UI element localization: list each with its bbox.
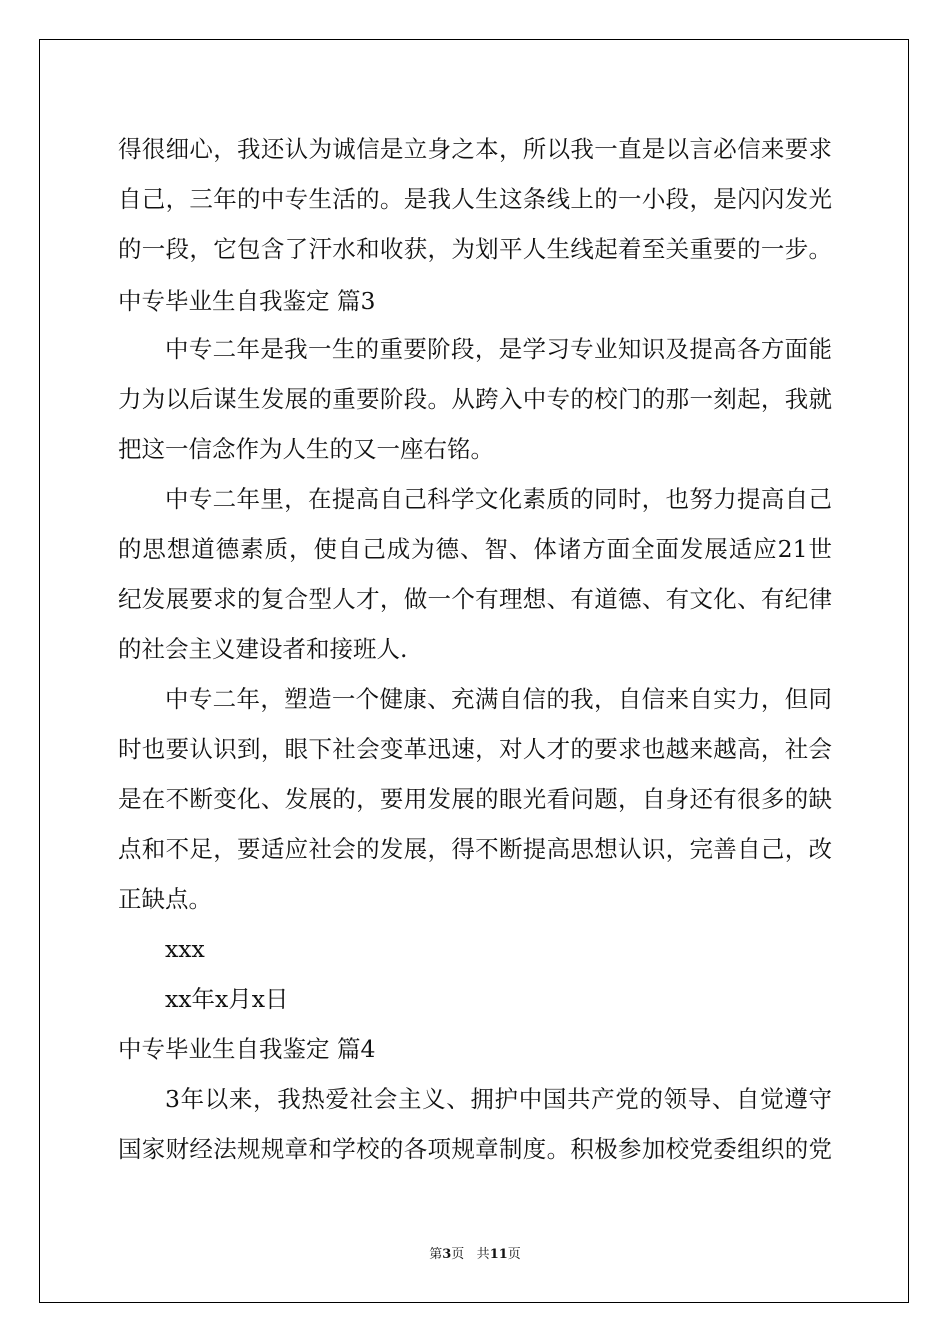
total-pages: 11 (489, 1247, 508, 1262)
signature-name: xxx (165, 935, 205, 963)
body-line: 3年以来，我热爱社会主义、拥护中国共产党的领导、自觉遵守 (165, 1085, 832, 1113)
body-line: 正缺点。 (118, 885, 212, 913)
body-line: 得很细心，我还认为诚信是立身之本，所以我一直是以言必信来要求 (118, 135, 832, 163)
body-line: 的一段，它包含了汗水和收获，为划平人生线起着至关重要的一步。 (118, 235, 832, 263)
body-line: 把这一信念作为人生的又一座右铭。 (118, 435, 494, 463)
body-line: 中专二年里，在提高自己科学文化素质的同时，也努力提高自己 (165, 485, 832, 513)
total-prefix: 共 (476, 1247, 490, 1262)
body-line: 中专二年是我一生的重要阶段，是学习专业知识及提高各方面能 (165, 335, 832, 363)
body-line: 的社会主义建设者和接班人. (118, 635, 408, 663)
body-line: 时也要认识到，眼下社会变革迅速，对人才的要求也越来越高，社会 (118, 735, 832, 763)
body-line: 力为以后谋生发展的重要阶段。从跨入中专的校门的那一刻起，我就 (118, 385, 832, 413)
section-heading: 中专毕业生自我鉴定 篇3 (118, 287, 376, 315)
body-line: 中专二年，塑造一个健康、充满自信的我，自信来自实力，但同 (165, 685, 832, 713)
body-line: 是在不断变化、发展的，要用发展的眼光看问题，自身还有很多的缺 (118, 785, 832, 813)
total-unit: 页 (507, 1247, 521, 1262)
page-unit: 页 (451, 1247, 465, 1262)
body-line: 点和不足，要适应社会的发展，得不断提高思想认识，完善自己，改 (118, 835, 832, 863)
page-footer (0, 1243, 950, 1262)
page-prefix: 第 (429, 1247, 443, 1262)
body-line: 的思想道德素质，使自己成为德、智、体诸方面全面发展适应21世 (118, 535, 832, 563)
signature-date: xx年x月x日 (165, 985, 289, 1013)
body-line: 纪发展要求的复合型人才，做一个有理想、有道德、有文化、有纪律 (118, 585, 832, 613)
body-line: 自己，三年的中专生活的。是我人生这条线上的一小段，是闪闪发光 (118, 185, 832, 213)
section-heading: 中专毕业生自我鉴定 篇4 (118, 1035, 376, 1063)
body-line: 国家财经法规规章和学校的各项规章制度。积极参加校党委组织的党 (118, 1135, 832, 1163)
page-number: 3 (442, 1247, 452, 1262)
